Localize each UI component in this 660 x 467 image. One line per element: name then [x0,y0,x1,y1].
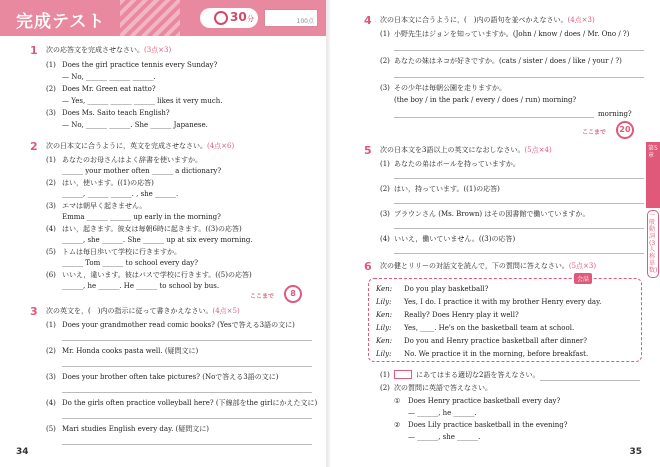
header-band [0,0,330,36]
q2-6-num: (6) [46,271,56,279]
q4-number: 4 [364,14,372,27]
clock-icon [214,11,228,25]
q1-1-num: (1) [46,61,56,69]
dialog-line: Do you play basketball? [404,285,489,293]
q2-4-answer[interactable]: ______, she ______. She ______ up at six every morning. [62,236,253,244]
q2-5-num: (5) [46,248,56,256]
q2-number: 2 [30,140,38,153]
q5-2-num: (2) [380,185,390,193]
q6-2-1-text: Does Henry practice basketball every day? [408,397,561,405]
q4-2-num: (2) [380,57,390,65]
q4-3-tail: morning? [598,110,632,118]
q3-1-num: (1) [46,321,56,329]
q2-2-num: (2) [46,179,56,187]
q6-2-num: (2) [380,384,390,392]
q5-3-answer-line[interactable] [394,228,644,229]
q6-2-2-text: Does Lily practice basketball in the evening? [408,421,568,429]
q1-1-text: Does the girl practice tennis every Sunday? [62,61,218,69]
dialog-line: Yes, I do. I practice it with my brother Henry every day. [404,298,602,306]
q4-1-answer-line[interactable] [394,50,644,51]
q1-number: 1 [30,44,38,57]
q2-5-answer[interactable]: ______ Tom ______ to school every day? [62,259,198,267]
q6-number: 6 [364,260,372,273]
q6-1-num: (1) [380,371,390,379]
q2-2-text: はい，使います。((1)の応答) [62,179,154,187]
dialog-tag: 会話 [574,273,592,284]
page-number-right: 35 [629,447,642,457]
q4-instruction: 次の日本文に合うように，( )内の語句を並べかえなさい。(4点×3) [380,16,595,24]
q5-2-answer-line[interactable] [394,203,644,204]
q5-4-answer-line[interactable] [394,253,644,254]
q3-2-text: Mr. Honda cooks pasta well. (疑問文に) [62,347,199,355]
score-box[interactable] [264,9,318,27]
q2-6-answer[interactable]: ______, he ______. He ______ to school by bus. [62,282,220,290]
q2-4-num: (4) [46,225,56,233]
q6-instruction: 次の健とリリーの対話文を読んで，下の質問に答えなさい。(5点×3) [380,262,597,270]
q1-2-num: (2) [46,85,56,93]
q5-4-num: (4) [380,235,390,243]
q3-number: 3 [30,305,38,318]
time-unit: 分 [247,15,254,23]
q4-1-text: 小野先生はジョンを知っていますか。(John / know / does / Mr. Ono / ?) [394,30,630,38]
q3-5-num: (5) [46,425,56,433]
q1-2-answer[interactable]: — Yes, ______ ______ ______ likes it very much. [62,97,223,105]
q2-3-text: エマは朝早く起きません。 [62,202,147,210]
q4-2-answer-line[interactable] [394,77,644,78]
dialog-speaker: Lily: [376,298,392,306]
q6-2-2-answer[interactable]: — ______, she ______. [408,433,481,441]
q3-3-num: (3) [46,373,56,381]
q3-3-text: Does your brother often take pictures? (Noで答える3語の文に) [62,373,279,381]
q3-2-answer-line[interactable] [62,366,312,367]
chapter-topic: 一般動詞(3人称単数) [647,210,659,278]
time-limit [200,8,258,28]
q2-1-text: あなたのお母さんはよく辞書を使いますか。 [62,156,202,164]
q2-5-text: トムは毎日歩いて学校に行きますか。 [62,248,181,256]
q3-4-answer-line[interactable] [62,418,312,419]
header-stripe [120,0,180,36]
score-unit: 100点 [296,18,314,25]
q2-2-answer[interactable]: ______, ______ ______. , she ______. [62,190,179,198]
dialog-speaker: Ken: [376,311,393,319]
q6-1-text: にあてはまる適切な2語を答えなさい。 [416,371,540,379]
q4-3-num: (3) [380,84,390,92]
q3-1-answer-line[interactable] [62,340,312,341]
q4-3-words: (the boy / in the park / every / does / run) morning? [394,96,577,104]
checkpoint-8 [250,285,310,303]
q1-3-answer[interactable]: — No, ______ ______. She ______ Japanese. [62,121,208,129]
q3-5-answer-line[interactable] [62,444,312,445]
q6-2-1-num: ① [394,397,401,405]
checkpoint-label: ここまで [582,129,607,136]
page-number-left: 34 [16,447,29,457]
q1-instruction: 次の応答文を完成させなさい。(3点×3) [46,46,172,54]
checkpoint-label: ここまで [250,293,275,300]
chapter-tab-label: 第5章 [648,145,658,159]
q4-1-num: (1) [380,30,390,38]
page-title: 完成テスト [16,12,106,32]
q3-4-num: (4) [46,399,56,407]
q5-instruction: 次の日本文を3語以上の英文になおしなさい。(5点×4) [380,146,552,154]
dialog-speaker: Lily: [376,350,392,358]
q2-3-answer[interactable]: Emma ______ ______ up early in the morning? [62,213,221,221]
q3-3-answer-line[interactable] [62,392,312,393]
q2-1-answer[interactable]: ______ your mother often ______ a dictionary? [62,167,222,175]
q5-number: 5 [364,144,372,157]
q3-instruction: 次の英文を，( )内の指示に従って書きかえなさい。(4点×5) [46,307,240,315]
q6-2-text: 次の質問に英語で答えなさい。 [394,384,492,392]
chapter-tab [646,142,660,208]
dialog-speaker: Ken: [376,285,393,293]
dialog-line: Really? Does Henry play it well? [404,311,519,319]
q1-1-answer[interactable]: — No, ______ ______ ______. [62,73,156,81]
q4-2-text: あなたの妹はネコが好きですか。(cats / sister / does / like / your / ?) [394,57,622,65]
checkpoint-badge: 20 [616,121,634,139]
time-value: 30 [230,10,247,24]
q6-2-2-num: ② [394,421,401,429]
q1-3-text: Does Ms. Saito teach English? [62,109,170,117]
dialog-speaker: Ken: [376,337,393,345]
q4-3-answer-line[interactable] [394,117,594,118]
q4-3-text: その少年は毎朝公園を走りますか。 [394,84,506,92]
right-page [330,0,660,467]
q3-2-num: (2) [46,347,56,355]
q2-6-text: いいえ，違います。彼はバスで学校に行きます。((5)の応答) [62,271,252,279]
q2-3-num: (3) [46,202,56,210]
q2-1-num: (1) [46,156,56,164]
q3-1-text: Does your grandmother read comic books? (Yesで答える3語の文に) [62,321,295,329]
q3-4-text: Do the girls often practice volleyball here? (下線部をthe girlにかえた文に) [62,399,318,407]
q5-1-num: (1) [380,160,390,168]
q6-2-1-answer[interactable]: — ______, he ______. [408,409,477,417]
q3-5-text: Mari studies English every day. (疑問文に) [62,425,210,433]
checkpoint-20 [582,121,642,139]
q6-1-answer-line[interactable] [540,380,640,381]
q5-2-text: はい，持っています。((1)の応答) [394,185,500,193]
q2-instruction: 次の日本文に合うように，英文を完成させなさい。(4点×6) [46,142,235,150]
dialog-line: Yes, ____. He's on the basketball team at school. [404,324,575,332]
dialog-line: No. We practice it in the morning, before breakfast. [404,350,589,358]
q2-4-text: はい，起きます。彼女は毎朝6時に起きます。((3)の応答) [62,225,242,233]
q1-3-num: (3) [46,109,56,117]
q5-3-num: (3) [380,210,390,218]
checkpoint-badge: 8 [284,285,302,303]
q5-1-answer-line[interactable] [394,178,644,179]
q5-3-text: ブラウンさん (Ms. Brown) はその図書館で働いていますか。 [394,210,590,218]
q5-4-text: いいえ，働いていません。((3)の応答) [394,235,516,243]
dialog-line: Do you and Henry practice basketball after dinner? [404,337,587,345]
q5-1-text: あなたの弟はボールを持っていますか。 [394,160,520,168]
q1-2-text: Does Mr. Green eat natto? [62,85,156,93]
dialog-speaker: Lily: [376,324,392,332]
q6-1-box[interactable] [394,370,412,379]
